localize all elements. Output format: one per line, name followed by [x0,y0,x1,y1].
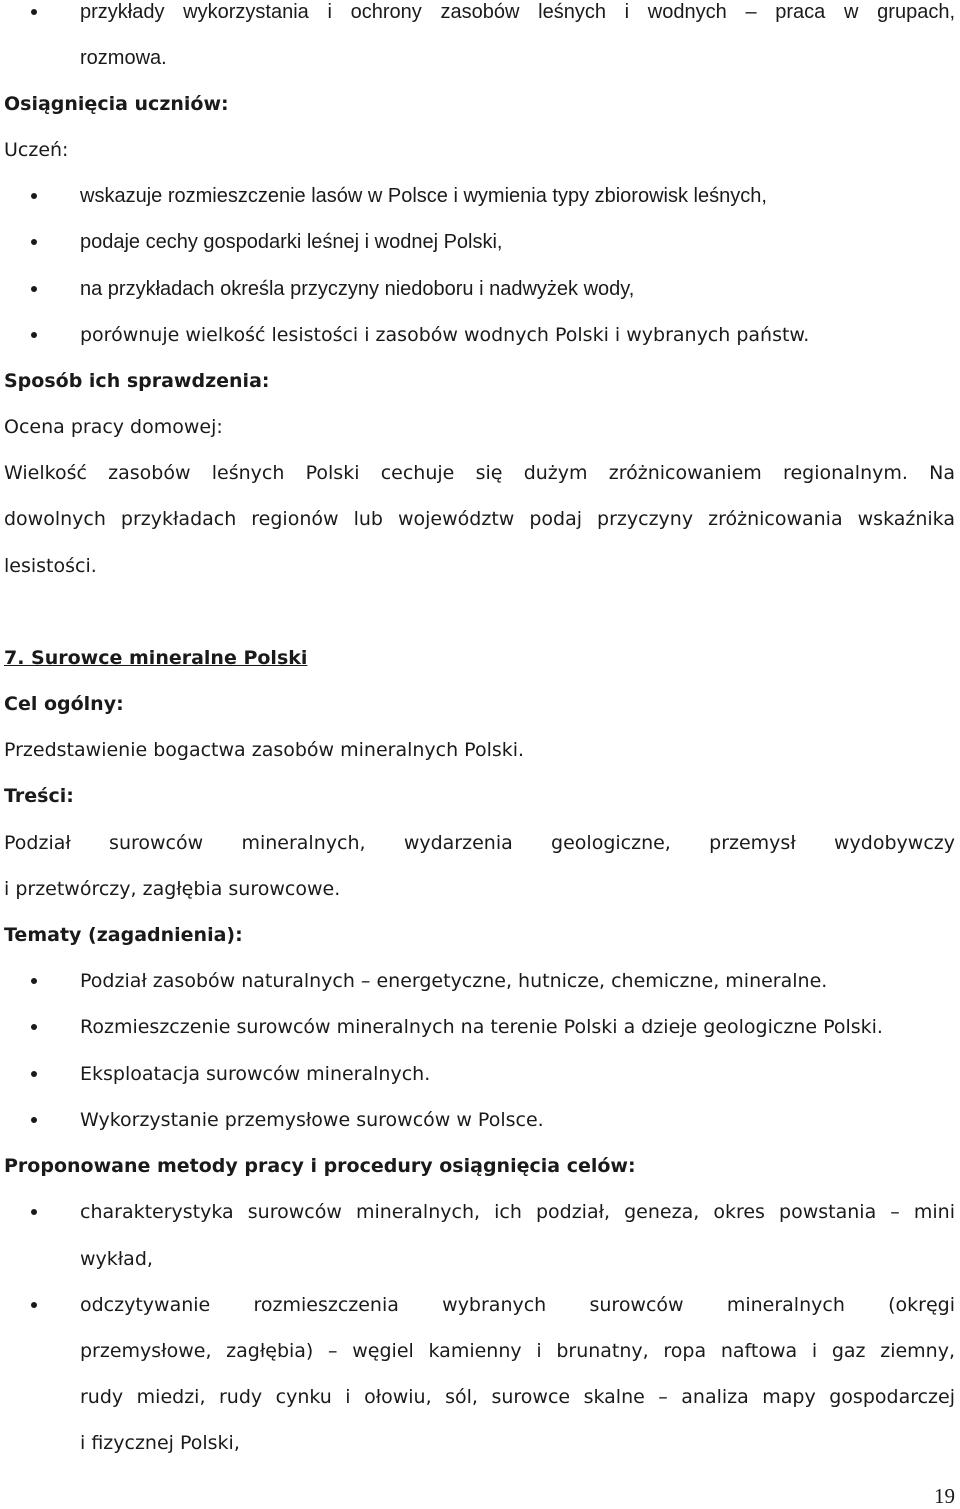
student-label: Uczeń: [4,139,69,161]
methods-heading: Proponowane metody pracy i procedury osiągnięcia celów: [4,1155,636,1177]
bullet-icon [31,1071,37,1077]
bullet-icon [31,1117,37,1123]
goal-text: Przedstawienie bogactwa zasobów mineralnych Polski. [4,739,525,761]
bullet-icon [31,332,37,338]
page-number: 19 [934,1484,955,1508]
content-text: i przetwórczy, zagłębia surowcowe. [4,878,341,900]
bullet-icon [31,1024,37,1030]
bullet-text-continuation: i fizycznej Polski, [80,1432,240,1454]
bullet-icon [31,193,37,199]
bullet-text: Podział zasobów naturalnych – energetyczne, hutnicze, chemiczne, mineralne. [80,970,828,992]
bullet-text-continuation: rozmowa. [80,47,167,69]
bullet-text: Wykorzystanie przemysłowe surowców w Polsce. [80,1109,544,1131]
homework-text: dowolnych przykładach regionów lub województw podaj przyczyny zróżnicowania wskaźnika [4,508,955,530]
homework-label: Ocena pracy domowej: [4,416,223,438]
section-title: 7. Surowce mineralne Polski [4,647,308,669]
bullet-text: na przykładach określa przyczyny niedoboru i nadwyżek wody, [80,278,635,300]
bullet-text: wskazuje rozmieszczenie lasów w Polsce i wymienia typy zbiorowisk leśnych, [80,185,767,207]
goal-heading: Cel ogólny: [4,693,124,715]
bullet-text: odczytywanie rozmieszczenia wybranych surowców mineralnych (okręgi [80,1294,955,1316]
bullet-text-continuation: rudy miedzi, rudy cynku i ołowiu, sól, surowce skalne – analiza mapy gospodarczej [80,1386,955,1408]
bullet-icon [31,239,37,245]
bullet-text: przykłady wykorzystania i ochrony zasobów leśnych i wodnych – praca w grupach, [80,1,955,23]
bullet-text-continuation: wykład, [80,1248,153,1270]
bullet-text: podaje cechy gospodarki leśnej i wodnej Polski, [80,231,503,253]
bullet-icon [31,978,37,984]
bullet-text: porównuje wielkość lesistości i zasobów wodnych Polski i wybranych państw. [80,324,810,346]
bullet-text-continuation: przemysłowe, zagłębia) – węgiel kamienny i brunatny, ropa naftowa i gaz ziemny, [80,1340,955,1362]
content-heading: Treści: [4,785,74,807]
bullet-text: Rozmieszczenie surowców mineralnych na terenie Polski a dzieje geologiczne Polski. [80,1016,883,1038]
bullet-icon [31,286,37,292]
homework-text: Wielkość zasobów leśnych Polski cechuje się dużym zróżnicowaniem regionalnym. Na [4,462,955,484]
achievements-heading: Osiągnięcia uczniów: [4,93,229,115]
topics-heading: Tematy (zagadnienia): [4,924,243,946]
content-text: Podział surowców mineralnych, wydarzenia geologiczne, przemysł wydobywczy [4,832,955,854]
check-heading: Sposób ich sprawdzenia: [4,370,270,392]
bullet-text: Eksploatacja surowców mineralnych. [80,1063,431,1085]
bullet-icon [31,1302,37,1308]
bullet-icon [31,1209,37,1215]
bullet-text: charakterystyka surowców mineralnych, ich podział, geneza, okres powstania – mini [80,1201,955,1223]
bullet-icon [31,9,37,15]
homework-text: lesistości. [4,555,97,577]
